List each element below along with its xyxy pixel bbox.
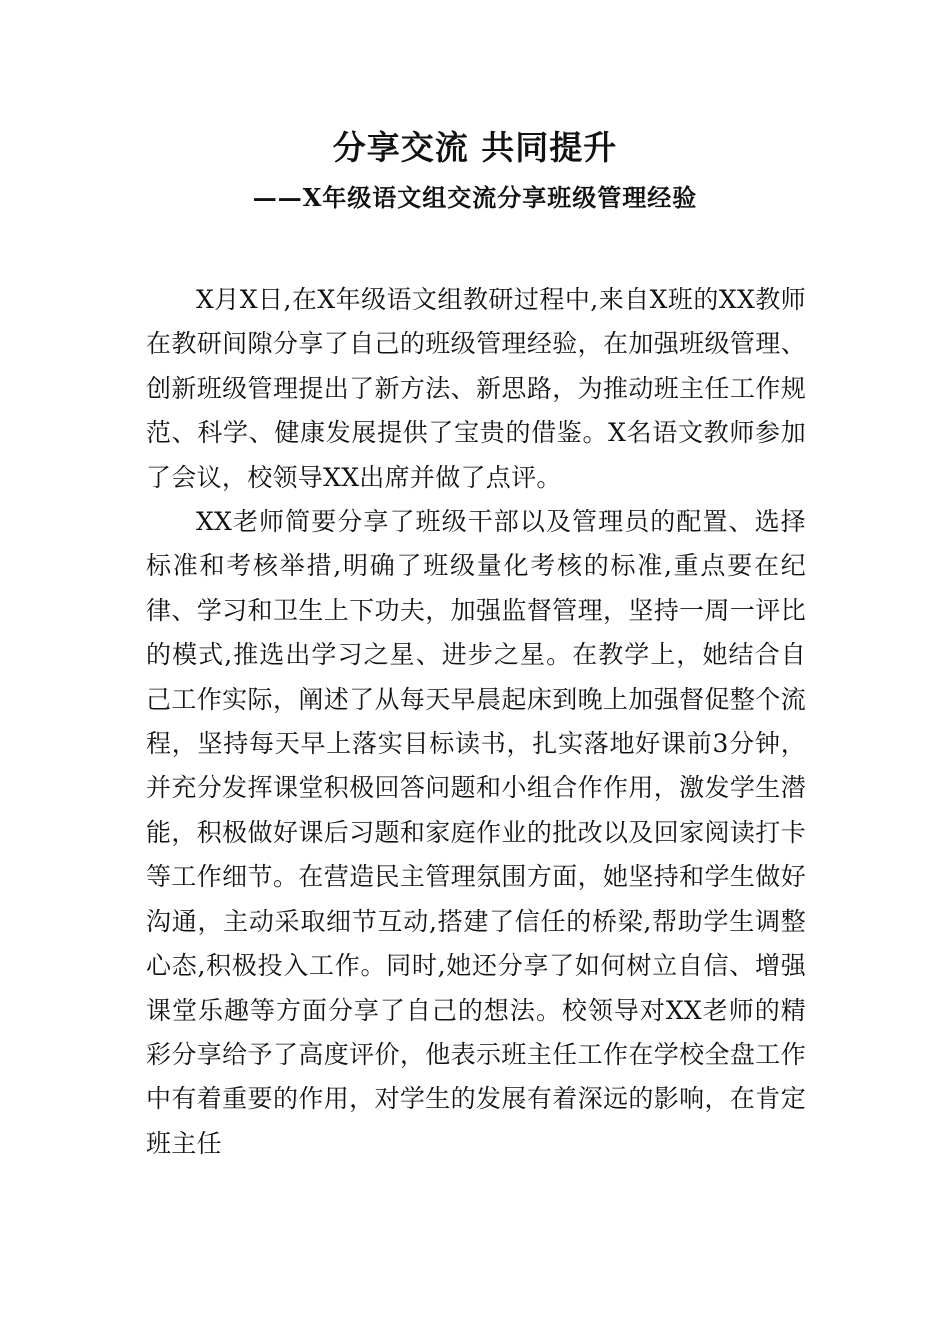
document-subtitle: ——X年级语文组交流分享班级管理经验	[252, 183, 698, 212]
paragraph-1: X月X日,在X年级语文组教研过程中,来自X班的XX教师在教研间隙分享了自己的班级管理经验，在加强班级管理、创新班级管理提出了新方法、新思路，为推动班主任工作规范、科学、健康发展提供了宝贵的借鉴。X名语文教师参加了会议，校领导XX出席并做了点评。	[146, 285, 806, 492]
document-title: 分享交流 共同提升	[332, 128, 618, 167]
document-body	[146, 278, 806, 1166]
paragraph-2: XX老师简要分享了班级干部以及管理员的配置、选择标准和考核举措,明确了班级量化考核的标准,重点要在纪律、学习和卫生上下功夫，加强监督管理，坚持一周一评比的模式,推选出学习之星、进步之星。在教学上，她结合自己工作实际，阐述了从每天早晨起床到晚上加强督促整个流程，坚持每天早上落实目标读书，扎实落地好课前3分钟，并充分发挥课堂积极回答问题和小组合作作用，激发学生潜能，积极做好课后习题和家庭作业的批改以及回家阅读打卡等工作细节。在营造民主管理氛围方面，她坚持和学生做好沟通，主动采取细节互动,搭建了信任的桥梁,帮助学生调整心态,积极投入工作。同时,她还分享了如何树立自信、增强课堂乐趣等方面分享了自己的想法。校领导对XX老师的精彩分享给予了高度评价，他表示班主任工作在学校全盘工作中有着重要的作用，对学生的发展有着深远的影响，在肯定班主任	[146, 507, 806, 1158]
